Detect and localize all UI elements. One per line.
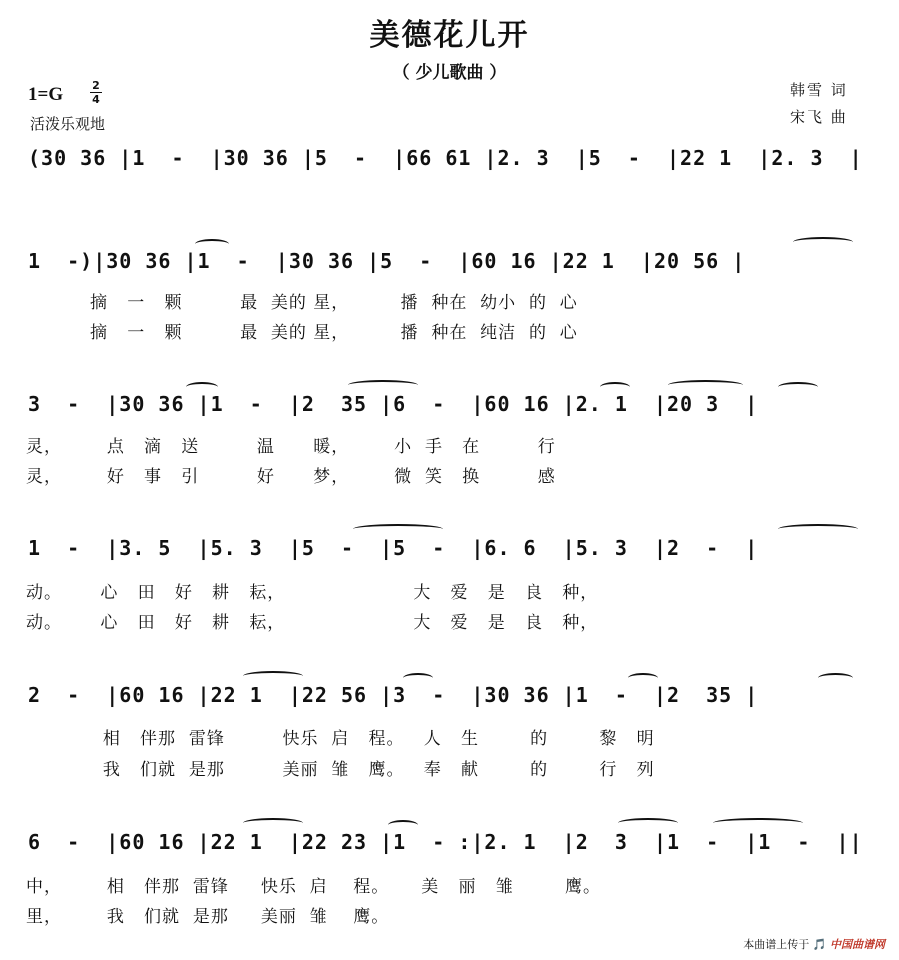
slur-mark bbox=[388, 820, 418, 830]
lyric-verse-1: 动。 心 田 好 耕 耘， 大 爱 是 良 种， bbox=[26, 583, 599, 603]
slur-mark bbox=[243, 671, 303, 681]
score-line-2 bbox=[18, 243, 868, 283]
time-signature bbox=[90, 80, 102, 105]
notation-row: 2 - |60 16 |22 1 |22 56 |3 - |30 36 |1 - |2 35 | bbox=[28, 683, 759, 707]
slur-mark bbox=[353, 524, 443, 534]
slur-mark bbox=[668, 380, 743, 390]
lyric-verse-2: 动。 心 田 好 耕 耘， 大 爱 是 良 种， bbox=[26, 613, 599, 633]
lyric-verse-1: 相 伴那 雷锋 快乐 启 程。 人 生 的 黎 明 bbox=[26, 729, 655, 749]
score-line-5 bbox=[18, 677, 868, 717]
slur-mark bbox=[243, 818, 303, 828]
slur-mark bbox=[793, 237, 853, 247]
slur-mark bbox=[403, 673, 433, 683]
lyric-verse-1: 灵， 点 滴 送 温 暖， 小 手 在 行 bbox=[26, 437, 556, 457]
footer-credit bbox=[743, 936, 885, 952]
lyric-verse-1: 中， 相 伴那 雷锋 快乐 启 程。 美 丽 雏 鹰。 bbox=[26, 877, 601, 897]
slur-mark bbox=[195, 239, 229, 249]
key-signature: 1=G bbox=[28, 84, 64, 105]
slur-mark bbox=[628, 673, 658, 683]
notation-row: 6 - |60 16 |22 1 |22 23 |1 - :|2. 1 |2 3 |1 - |1 - || bbox=[28, 830, 863, 854]
tempo-marking: 活泼乐观地 bbox=[30, 115, 106, 133]
lyric-verse-2: 里， 我 们就 是那 美丽 雏 鹰。 bbox=[26, 907, 390, 927]
lyric-verse-2: 灵， 好 事 引 好 梦， 微 笑 换 感 bbox=[26, 467, 556, 487]
slur-mark bbox=[348, 380, 418, 390]
slur-mark bbox=[618, 818, 678, 828]
score-line-3 bbox=[18, 386, 868, 426]
lyric-verse-2: 摘 一 颗 最 美的 星， 播 种在 纯洁 的 心 bbox=[26, 323, 578, 343]
song-title: 美德花儿开 bbox=[369, 18, 530, 53]
notation-row: 1 -)|30 36 |1 - |30 36 |5 - |60 16 |22 1 |20 56 | bbox=[28, 249, 746, 273]
slur-mark bbox=[186, 382, 218, 392]
slur-mark bbox=[778, 524, 858, 534]
notation-row: 1 - |3. 5 |5. 3 |5 - |5 - |6. 6 |5. 3 |2 - | bbox=[28, 536, 759, 560]
score-line-4 bbox=[18, 530, 868, 570]
lyricist-credit: 韩雪 词 bbox=[790, 81, 848, 99]
notation-row: 3 - |30 36 |1 - |2 35 |6 - |60 16 |2. 1 |20 3 | bbox=[28, 392, 759, 416]
site-logo-icon: 🎵 bbox=[812, 938, 827, 951]
lyric-verse-2: 我 们就 是那 美丽 雏 鹰。 奉 献 的 行 列 bbox=[26, 760, 655, 780]
time-signature-top: 2 bbox=[92, 79, 100, 92]
score-line-6 bbox=[18, 824, 868, 864]
notation-row: (30 36 |1 - |30 36 |5 - |66 61 |2. 3 |5 - |22 1 |2. 3 | bbox=[28, 146, 863, 170]
slur-mark bbox=[600, 382, 630, 392]
footer-upload-text: 本曲谱上传于 bbox=[743, 938, 810, 951]
slur-mark bbox=[818, 673, 853, 683]
song-subtitle: （ 少儿歌曲 ） bbox=[392, 63, 507, 83]
composer-credit: 宋飞 曲 bbox=[790, 108, 848, 126]
score-line-1 bbox=[18, 140, 868, 180]
time-signature-bottom: 4 bbox=[92, 93, 100, 106]
slur-mark bbox=[778, 382, 818, 392]
lyric-verse-1: 摘 一 颗 最 美的 星， 播 种在 幼小 的 心 bbox=[26, 293, 578, 313]
slur-mark bbox=[713, 818, 803, 828]
site-name-link[interactable]: 中国曲谱网 bbox=[830, 938, 885, 951]
